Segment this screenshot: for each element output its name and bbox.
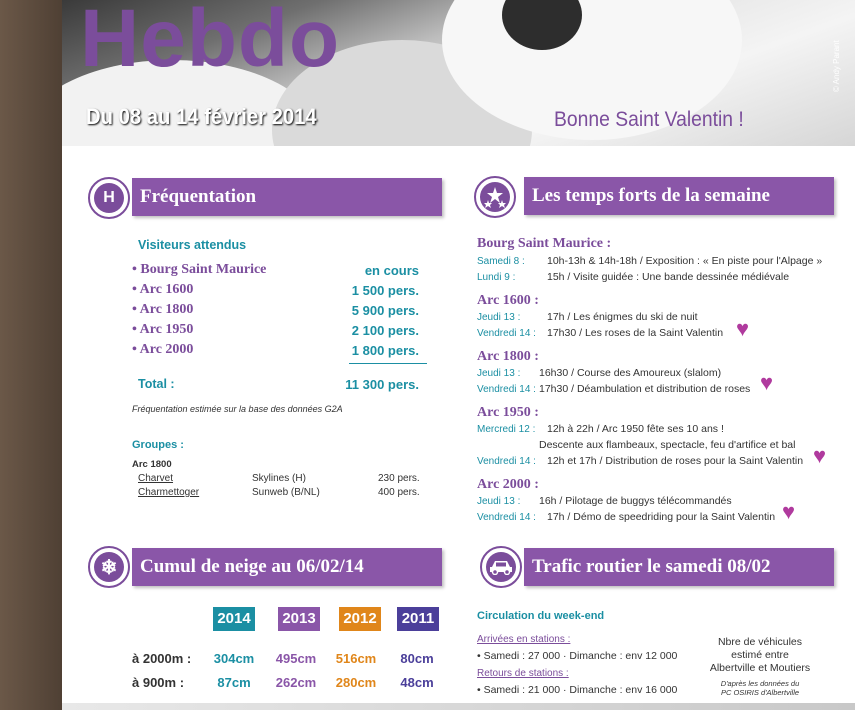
event-day: Vendredi 14 : [477, 512, 536, 523]
snow-value: 48cm [400, 675, 434, 690]
total-value: 11 300 pers. [345, 377, 419, 392]
event-town: Arc 2000 : [477, 477, 539, 492]
groups-station: Arc 1800 [132, 459, 172, 470]
snow-value: 87cm [217, 675, 251, 690]
event-day: Jeudi 13 : [477, 496, 521, 507]
snow-value: 304cm [213, 651, 255, 666]
visitor-row-name: • Arc 2000 [132, 342, 194, 357]
year-label: 2014 [213, 607, 255, 631]
greeting-text: Bonne Saint Valentin ! [554, 108, 744, 131]
event-text: 17h / Les énigmes du ski de nuit [547, 311, 698, 323]
event-text: 16h / Pilotage de buggys télécommandés [539, 495, 732, 507]
departures-label: Retours de stations : [477, 668, 569, 679]
event-town: Arc 1950 : [477, 405, 539, 420]
traffic-side-title: Nbre de véhicules estimé entre Albertville et Moutiers [709, 636, 811, 674]
event-day: Vendredi 14 : [477, 328, 536, 339]
section-header-frequentation: Fréquentation [132, 178, 442, 216]
event-text: 10h-13h & 14h-18h / Exposition : « En piste pour l'Alpage » [547, 255, 823, 267]
arrivals-values: • Samedi : 27 000 · Dimanche : env 12 000 [477, 650, 678, 662]
event-text: 16h30 / Course des Amoureux (slalom) [539, 367, 722, 379]
groups-title: Groupes : [132, 439, 184, 451]
snow-value: 280cm [335, 675, 377, 690]
group-org: Sunweb (B/NL) [252, 487, 320, 498]
event-text: 12h et 17h / Distribution de roses pour la Saint Valentin [547, 455, 804, 467]
snow-value: 262cm [275, 675, 317, 690]
date-range: Du 08 au 14 février 2014 [86, 104, 317, 129]
total-divider [349, 363, 427, 364]
stars-icon [474, 176, 516, 218]
heart-icon: ♥ [736, 316, 750, 341]
year-label: 2011 [397, 607, 439, 631]
event-town: Bourg Saint Maurice : [477, 236, 612, 251]
altitude-label: à 900m : [132, 675, 185, 690]
visitors-subtitle: Visiteurs attendus [138, 238, 247, 252]
traffic-subtitle: Circulation du week-end [477, 610, 605, 622]
heart-icon: ♥ [782, 499, 796, 524]
event-town: Arc 1600 : [477, 293, 539, 308]
car-glyph-icon [489, 559, 513, 575]
year-label: 2012 [339, 607, 381, 631]
year-label: 2013 [278, 607, 320, 631]
newsletter-page [62, 0, 855, 710]
event-text: 15h / Visite guidée : Une bande dessinée médiévale [547, 271, 790, 283]
heart-icon: ♥ [813, 443, 827, 468]
visitor-row-name: • Arc 1950 [132, 322, 194, 337]
event-text: 12h à 22h / Arc 1950 fête ses 10 ans ! [547, 423, 724, 435]
snow-value: 516cm [335, 651, 377, 666]
visitor-row-name: • Bourg Saint Maurice [132, 262, 267, 277]
event-town: Arc 1800 : [477, 349, 539, 364]
group-count: 230 pers. [378, 473, 420, 484]
departures-values: • Samedi : 21 000 · Dimanche : env 16 000 [477, 684, 678, 696]
arrivals-label: Arrivées en stations : [477, 634, 571, 645]
group-place: Charvet [138, 473, 174, 484]
group-place: Charmettoger [138, 487, 200, 498]
visitor-row-name: • Arc 1600 [132, 282, 194, 297]
visitor-row-value: 5 900 pers. [351, 303, 419, 318]
section-header-snow: Cumul de neige au 06/02/14 [132, 548, 442, 586]
photo-credit: © Andy Parant [832, 40, 841, 92]
event-text: 17h30 / Déambulation et distribution de roses [539, 383, 751, 395]
event-text: 17h / Démo de speedriding pour la Saint Valentin [547, 511, 776, 523]
group-count: 400 pers. [378, 487, 420, 498]
visitor-row-value: 2 100 pers. [351, 323, 419, 338]
event-day: Vendredi 14 : [477, 456, 536, 467]
snowflake-icon: ❄ [88, 546, 130, 588]
event-day: Lundi 9 : [477, 272, 516, 283]
visitor-row-value: 1 500 pers. [351, 283, 419, 298]
newsletter-title: Hebdo [80, 0, 341, 84]
group-org: Skylines (H) [252, 473, 306, 484]
traffic-side-note: D'après les données du PC OSIRIS d'Albertville [720, 679, 800, 697]
bottom-edge [62, 703, 855, 710]
frequentation-note: Fréquentation estimée sur la base des données G2A [132, 404, 343, 414]
hotel-icon: H [88, 177, 130, 219]
total-label: Total : [138, 377, 175, 391]
event-day: Mercredi 12 : [477, 424, 536, 435]
event-day: Vendredi 14 : [477, 384, 536, 395]
star-cluster-icon [483, 185, 507, 209]
event-day: Jeudi 13 : [477, 312, 521, 323]
section-header-events: Les temps forts de la semaine [524, 177, 834, 215]
car-icon [480, 546, 522, 588]
altitude-label: à 2000m : [132, 651, 192, 666]
snow-value: 495cm [275, 651, 317, 666]
visitor-row-value: 1 800 pers. [351, 343, 419, 358]
section-header-traffic: Trafic routier le samedi 08/02 [524, 548, 834, 586]
visitor-row-name: • Arc 1800 [132, 302, 194, 317]
visitor-row-value: en cours [364, 263, 419, 278]
event-day: Samedi 8 : [477, 256, 525, 267]
event-day: Jeudi 13 : [477, 368, 521, 379]
snow-value: 80cm [400, 651, 434, 666]
header-banner [62, 0, 855, 146]
page-background-strip [0, 0, 62, 710]
heart-icon: ♥ [760, 370, 774, 395]
event-text: 17h30 / Les roses de la Saint Valentin [547, 327, 724, 339]
event-text: Descente aux flambeaux, spectacle, feu d'artifice et bal [539, 439, 796, 451]
